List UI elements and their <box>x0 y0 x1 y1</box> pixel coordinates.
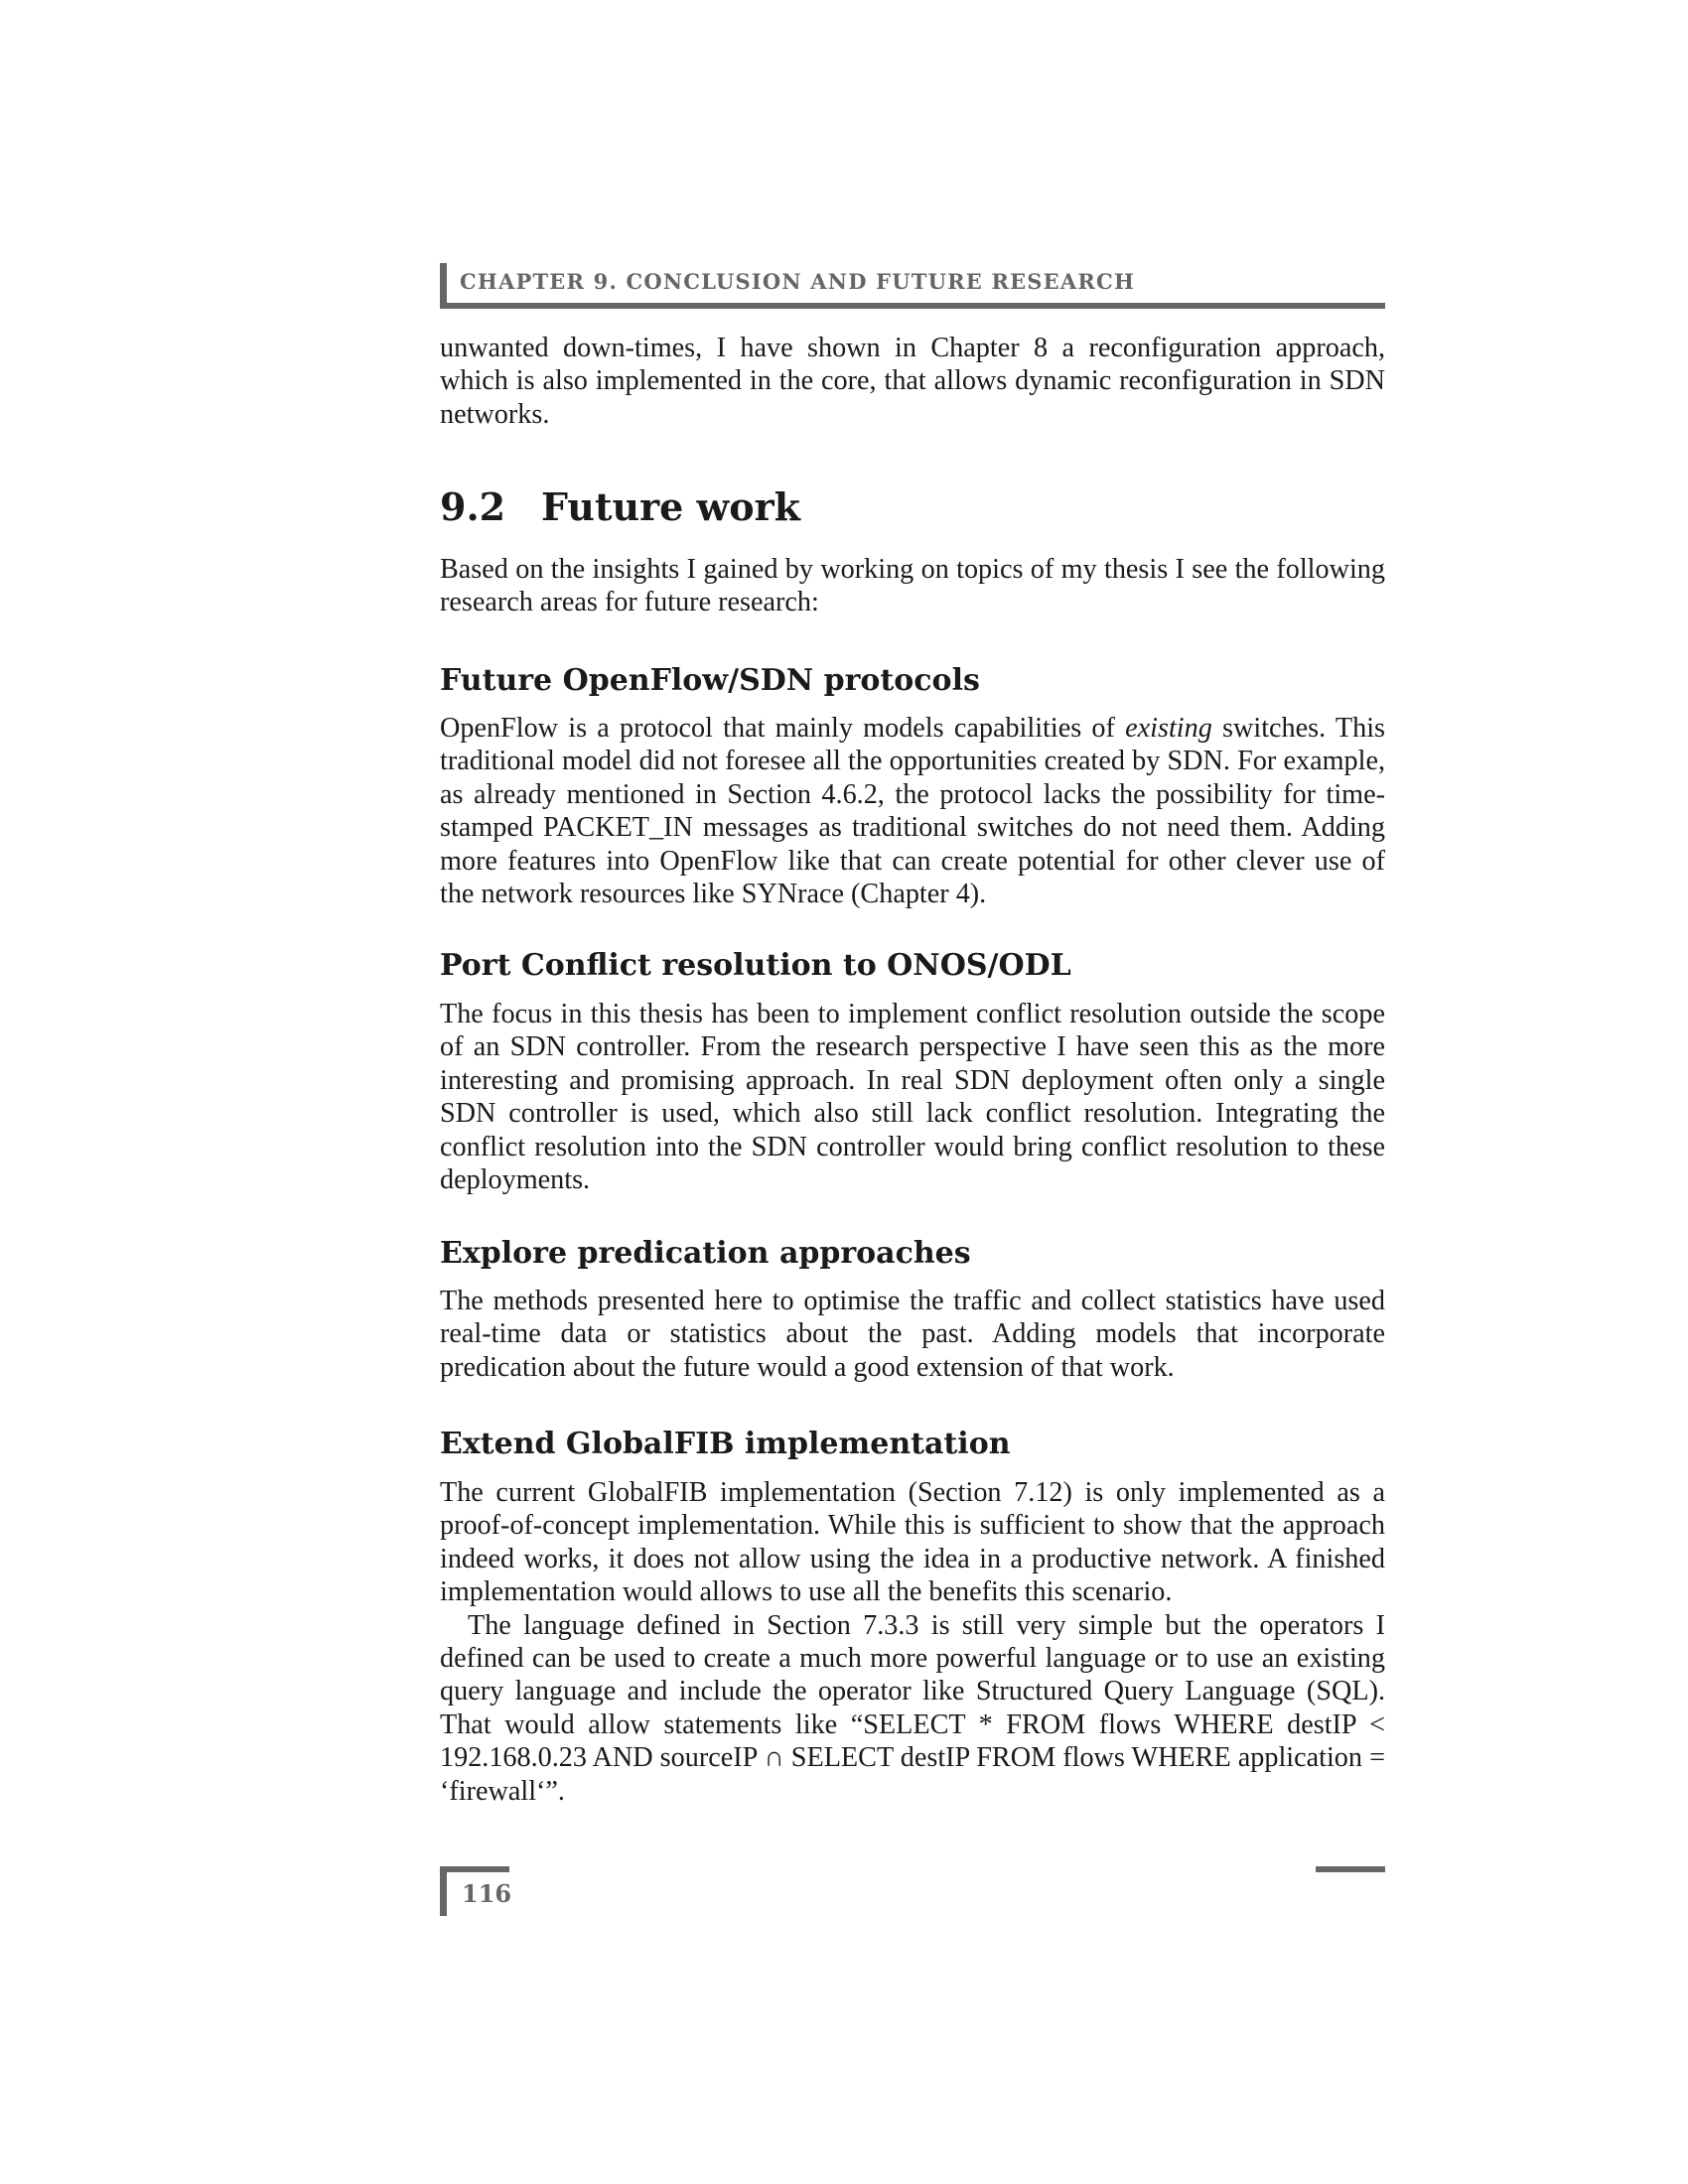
subsection-title-predication: Explore predication approaches <box>440 1236 971 1271</box>
subsection-title-port-conflict: Port Conflict resolution to ONOS/ODL <box>440 948 1071 983</box>
subsection-body-predication <box>440 1285 1385 1384</box>
subsection-body-port-conflict <box>440 998 1385 1196</box>
section-heading <box>440 484 800 529</box>
section-lead-block <box>440 553 1385 619</box>
section-number: 9.2 <box>440 484 506 529</box>
footer-right-rule <box>1316 1866 1385 1872</box>
openflow-italic-word: existing <box>1125 713 1212 744</box>
subsection-body-globalfib <box>440 1476 1385 1808</box>
header-rule <box>440 303 1385 309</box>
footer-left-rule <box>440 1866 509 1872</box>
footer-left-bar <box>440 1866 447 1916</box>
running-header <box>440 263 1385 309</box>
intro-paragraph: unwanted down-times, I have shown in Chapter 8 a reconfiguration approach, which is also implemented in the core, that allows dynamic reconfiguration in SDN networks. <box>440 333 1385 430</box>
running-title: CHAPTER 9. CONCLUSION AND FUTURE RESEARCH <box>460 269 1135 294</box>
intro-block <box>440 332 1385 431</box>
page-number: 116 <box>462 1879 512 1908</box>
port-conflict-paragraph: The focus in this thesis has been to implement conflict resolution outside the scope of an SDN controller. From the research perspective I have seen this as the more interesting and promising approach. In real SDN deployment often only a single SDN controller is used, which also still lack conflict resolution. Integrating the conflict resolution into the SDN controller would bring conflict resolution to these deployments. <box>440 999 1385 1196</box>
subsection-body-openflow <box>440 712 1385 910</box>
section-lead: Based on the insights I gained by working on topics of my thesis I see the following research areas for future research: <box>440 554 1385 618</box>
subsection-title-globalfib: Extend GlobalFIB implementation <box>440 1427 1011 1461</box>
openflow-text-after: switches. This traditional model did not foresee all the opportunities created by SDN. For example, as already mentioned in Section 4.6.2, the protocol lacks the possibility for time-stamped PACKET_IN messages as traditional switches do not need them. Adding more features into OpenFlow like that can create potential for other clever use of the network resources like SYNrace (Chapter 4). <box>440 713 1385 910</box>
predication-paragraph: The methods presented here to optimise the traffic and collect statistics have used real-time data or statistics about the past. Adding models that incorporate predication about the future would a good extension of that work. <box>440 1286 1385 1383</box>
globalfib-paragraph-2: The language defined in Section 7.3.3 is still very simple but the operators I defined can be used to create a much more powerful language or to use an existing query language and include the operator like Structured Query Language (SQL). That would allow statements like “SELECT * FROM flows WHERE destIP < 192.168.0.23 AND sourceIP ∩ SELECT destIP FROM flows WHERE application = ‘firewall‘”. <box>440 1609 1385 1807</box>
section-title: Future work <box>541 484 800 529</box>
openflow-paragraph <box>440 712 1385 910</box>
openflow-text-before: OpenFlow is a protocol that mainly models capabilities of <box>440 713 1126 744</box>
globalfib-paragraph-1: The current GlobalFIB implementation (Section 7.12) is only implemented as a proof-of-concept implementation. While this is sufficient to show that the approach indeed works, it does not allow using the idea in a productive network. A finished implementation would allows to use all the benefits this scenario. <box>440 1477 1385 1608</box>
subsection-title-openflow: Future OpenFlow/SDN protocols <box>440 663 980 698</box>
